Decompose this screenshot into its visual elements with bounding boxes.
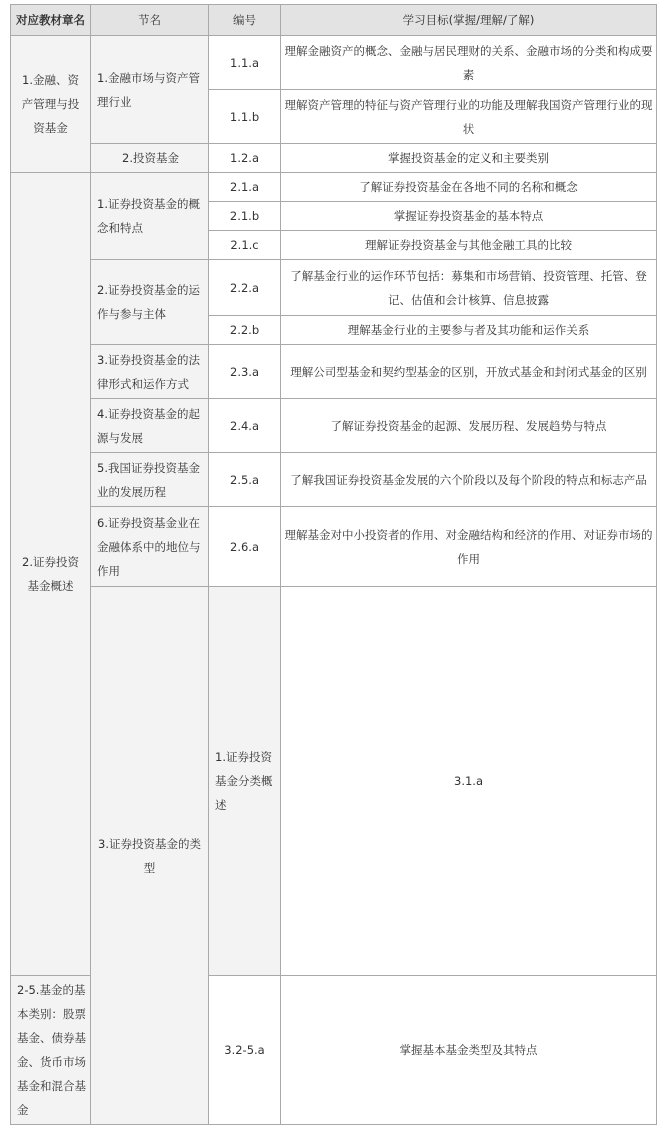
item-code: 2.3.a [209,345,281,399]
section-name: 4.证券投资基金的起源与发展 [91,399,209,453]
header-code: 编号 [209,5,281,36]
item-goal: 了解基金行业的运作环节包括：募集和市场营销、投资管理、托管、登记、估值和会计核算、信息披露 [281,260,657,316]
item-goal: 掌握基本基金类型及其特点 [281,976,657,1125]
item-code: 2.1.b [209,202,281,231]
header-section: 节名 [91,5,209,36]
header-row [11,5,657,36]
item-code: 2.2.b [209,316,281,345]
item-code: 2.2.a [209,260,281,316]
item-goal: 了解我国证券投资基金发展的六个阶段以及每个阶段的特点和标志产品 [281,453,657,507]
section-name: 1.证券投资基金的概念和特点 [91,173,209,260]
item-code: 1.2.a [209,144,281,173]
header-chapter: 对应教材章名 [11,5,91,36]
item-goal: 理解公司型基金和契约型基金的区别，开放式基金和封闭式基金的区别 [281,345,657,399]
item-code: 2.1.a [209,173,281,202]
item-goal: 理解基金对中小投资者的作用、对金融结构和经济的作用、对证券市场的作用 [281,507,657,587]
chapter-name: 1.金融、资产管理与投资基金 [11,36,91,173]
header-goal: 学习目标(掌握/理解/了解) [281,5,657,36]
table-row [11,345,657,399]
item-code: 2.4.a [209,399,281,453]
item-goal: 了解证券投资基金的起源、发展历程、发展趋势与特点 [281,399,657,453]
table-row [11,260,657,316]
chapter-name: 3.证券投资基金的类型 [91,587,209,1125]
table-row [11,36,657,90]
item-code: 2.1.c [209,231,281,260]
section-name: 2-5.基金的基本类别：股票基金、债券基金、货币市场基金和混合基金 [11,976,91,1125]
chapter-name: 2.证券投资基金概述 [11,173,91,976]
section-name: 2.证券投资基金的运作与参与主体 [91,260,209,345]
section-name: 3.证券投资基金的法律形式和运作方式 [91,345,209,399]
item-code: 3.1.a [281,587,657,976]
table-row [11,144,657,173]
item-code: 2.6.a [209,507,281,587]
item-goal: 理解资产管理的特征与资产管理行业的功能及理解我国资产管理行业的现状 [281,90,657,144]
table-row [11,587,657,976]
section-name: 1.金融市场与资产管理行业 [91,36,209,144]
syllabus-table [10,4,657,1125]
table-row [11,507,657,587]
table-row [11,399,657,453]
item-goal: 理解基金行业的主要参与者及其功能和运作关系 [281,316,657,345]
item-goal: 掌握证券投资基金的基本特点 [281,202,657,231]
item-goal: 理解证券投资基金与其他金融工具的比较 [281,231,657,260]
item-goal: 掌握投资基金的定义和主要类别 [281,144,657,173]
table-row [11,453,657,507]
table-row [11,173,657,202]
item-code: 3.2-5.a [209,976,281,1125]
section-name: 5.我国证券投资基金业的发展历程 [91,453,209,507]
section-name: 1.证券投资基金分类概述 [209,587,281,976]
item-code: 1.1.b [209,90,281,144]
item-goal: 理解金融资产的概念、金融与居民理财的关系、金融市场的分类和构成要素 [281,36,657,90]
item-goal: 了解证券投资基金在各地不同的名称和概念 [281,173,657,202]
section-name: 6.证券投资基金业在金融体系中的地位与作用 [91,507,209,587]
item-code: 2.5.a [209,453,281,507]
section-name: 2.投资基金 [91,144,209,173]
item-code: 1.1.a [209,36,281,90]
